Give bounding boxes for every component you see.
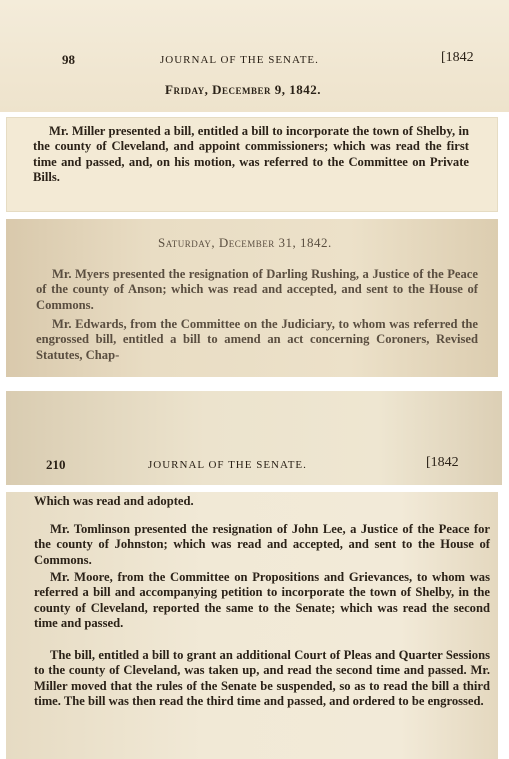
page-fragment-header-98 <box>0 0 509 112</box>
page-fragment-header-210 <box>6 391 502 485</box>
page-number: 98 <box>62 52 75 67</box>
page-fragment-december-31 <box>6 219 498 377</box>
date-heading: Saturday, December 31, 1842. <box>158 235 332 250</box>
running-head: JOURNAL OF THE SENATE. <box>148 459 307 471</box>
page-fragment-shelby-bill <box>6 117 498 212</box>
running-head: JOURNAL OF THE SENATE. <box>160 54 319 66</box>
date-heading: Friday, December 9, 1842. <box>165 82 322 97</box>
paragraph-myers-resignation: Mr. Myers presented the resignation of Darling Rushing, a Justice of the Peace of the county of Anson; which was read and accepted, and sent to the House of Commons. <box>36 267 478 312</box>
running-year: [1842 <box>441 50 474 65</box>
paragraph-miller-bill: Mr. Miller presented a bill, entitled a bill to incorporate the town of Shelby, in the county of Cleveland, and appoint commissioners; which was read the first time and passed, and, on his motion, was referred to the Committee on Private Bills. <box>33 124 469 185</box>
page-fragment-senate-proceedings <box>6 492 498 759</box>
running-year: [1842 <box>426 455 459 470</box>
paragraph-tomlinson-resignation: Mr. Tomlinson presented the resignation of John Lee, a Justice of the Peace for the county of Johnston; which was read and accepted, and sent to the House of Commons. <box>34 522 490 567</box>
line-read-adopted: Which was read and adopted. <box>34 494 194 508</box>
paragraph-moore-report: Mr. Moore, from the Committee on Propositions and Grievances, to whom was referred a bill and accompanying petition to incorporate the town of Shelby, in the county of Cleveland, reported the same to the Senate; which was read the second time and passed. <box>34 570 490 631</box>
page-number: 210 <box>46 457 66 472</box>
paragraph-cleveland-court-bill: The bill, entitled a bill to grant an additional Court of Pleas and Quarter Sessions to the county of Cleveland, was taken up, and read the second time and passed. Mr. Miller moved that the rules of the Senate be suspended, so as to read the bill a third time. The bill was then read the third time and passed, and ordered to be engrossed. <box>34 648 490 709</box>
paragraph-edwards-report: Mr. Edwards, from the Committee on the Judiciary, to whom was referred the engrossed bill, entitled a bill to amend an act concerning Coroners, Revised Statutes, Chap- <box>36 317 478 362</box>
